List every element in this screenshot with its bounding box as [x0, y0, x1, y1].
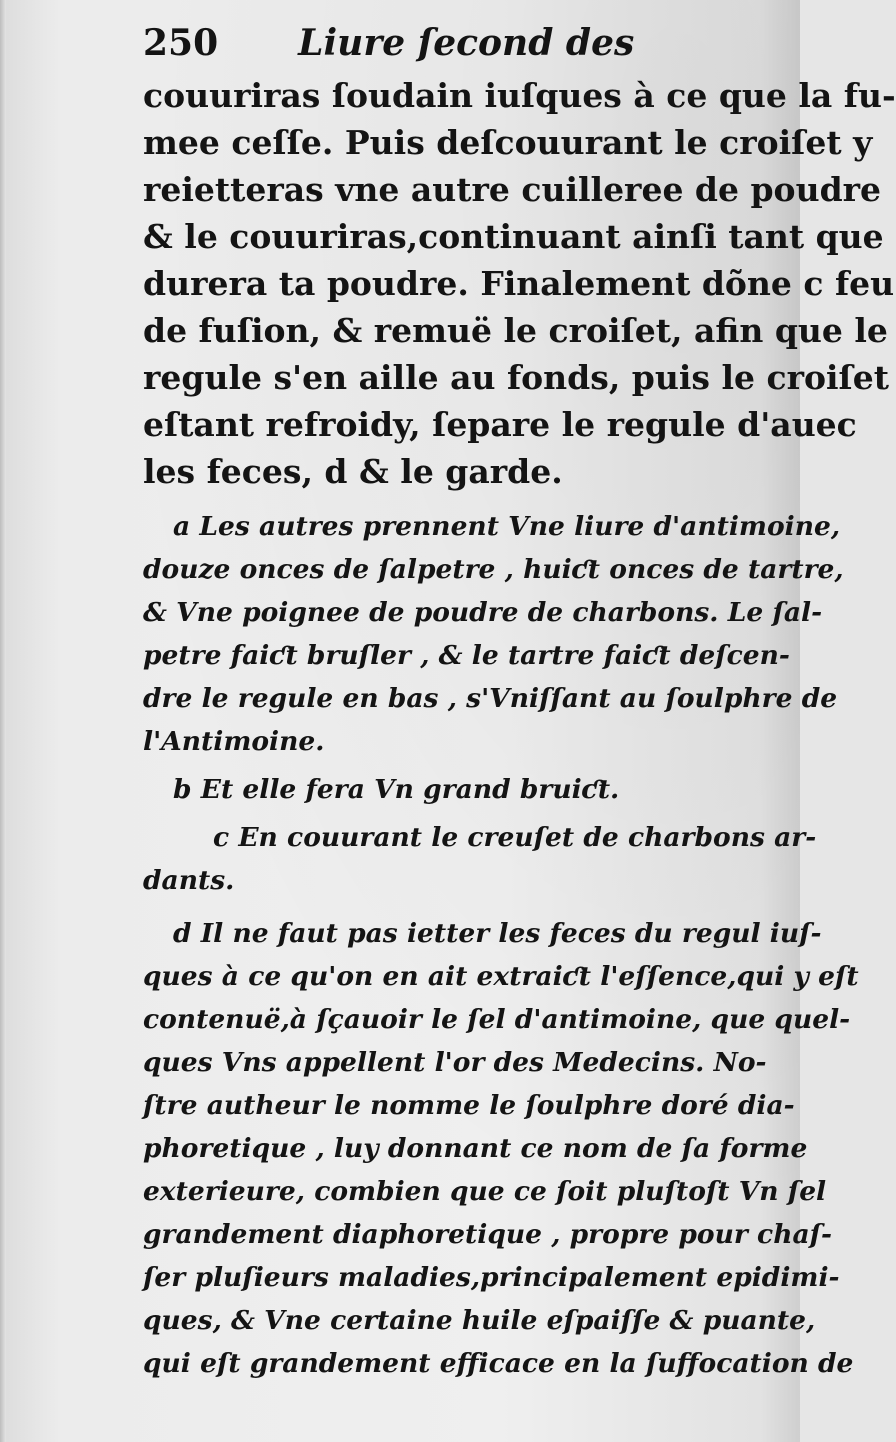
note-line: dants.: [143, 865, 235, 896]
text-line: regule s'en aille au fonds, puis le croiſet: [143, 358, 889, 397]
text-block: [143, 14, 896, 1385]
text-line: & le couuriras,continuant ainſi tant que: [143, 217, 884, 256]
note-line: ques à ce qu'on en ait extraiƈt l'eſſence,qui y eſt: [143, 961, 859, 992]
note-line: b Et elle fera Vn grand bruiƈt.: [173, 774, 620, 805]
note-line: phoretique , luy donnant ce nom de ſa forme: [143, 1133, 808, 1164]
note-c: [143, 816, 817, 902]
note-a: [143, 505, 844, 763]
running-title: Liure ſecond des: [298, 22, 635, 64]
note-line: exterieure, combien que ce ſoit pluſtoſt Vn ſel: [143, 1176, 827, 1207]
note-line: dre le regule en bas , s'Vniſſant au ſoulphre de: [143, 683, 838, 714]
note-line: qui eſt grandement efficace en la ſuffocation de: [143, 1348, 854, 1379]
note-line: & Vne poignee de poudre de charbons. Le ſal-: [143, 597, 823, 628]
note-line: douze onces de ſalpetre , huiƈt onces de tartre,: [143, 554, 844, 585]
note-line: a Les autres prennent Vne liure d'antimoine,: [173, 511, 841, 542]
note-b: [143, 768, 761, 811]
note-line: contenuë,à ſçauoir le ſel d'antimoine, que quel-: [143, 1004, 851, 1035]
note-line: d Il ne faut pas ietter les feces du regul iuſ-: [173, 918, 822, 949]
text-line: les feces, d & le garde.: [143, 452, 563, 491]
note-line: l'Antimoine.: [143, 726, 325, 757]
note-d: [143, 912, 859, 1385]
note-line: c En couurant le creuſet de charbons ar-: [213, 822, 817, 853]
text-line: reietteras vne autre cuilleree de poudre: [143, 170, 882, 209]
main-paragraph: [143, 72, 896, 495]
page-number: 250: [143, 22, 219, 64]
note-line: ſer pluſieurs maladies,principalement epidimi-: [143, 1262, 840, 1293]
page-edge-shadow: [0, 0, 6, 1442]
note-line: ques, & Vne certaine huile eſpaiſſe & puante,: [143, 1305, 816, 1336]
text-line: de fuſion, & remuë le croiſet, afin que le: [143, 311, 888, 350]
note-line: ques Vns appellent l'or des Medecins. No-: [143, 1047, 767, 1078]
running-head: [143, 14, 761, 72]
note-line: grandement diaphoretique , propre pour chaſ-: [143, 1219, 833, 1250]
text-line: couuriras ſoudain iuſques à ce que la fu-: [143, 76, 896, 115]
note-line: petre faiƈt bruſler , & le tartre faiƈt deſcen-: [143, 640, 790, 671]
note-line: ſtre autheur le nomme le ſoulphre doré dia-: [143, 1090, 795, 1121]
text-line: eſtant refroidy, ſepare le regule d'auec: [143, 405, 857, 444]
text-line: mee ceſſe. Puis deſcouurant le croiſet y: [143, 123, 873, 162]
text-line: durera ta poudre. Finalement dõne c feu: [143, 264, 895, 303]
